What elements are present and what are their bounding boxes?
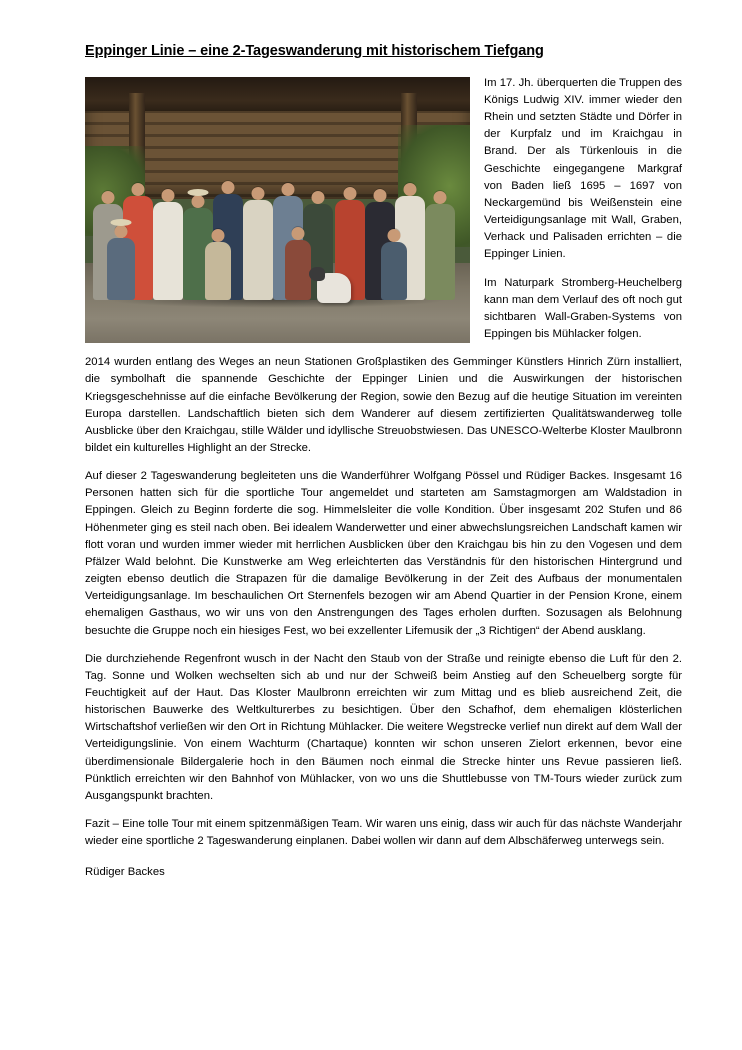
page-title: Eppinger Linie – eine 2-Tageswanderung mit historischem Tiefgang [85,43,544,59]
photo-hiker-group [85,151,470,300]
paragraph-stationen: 2014 wurden entlang des Weges an neun Stationen Großplastiken des Gemminger Künstlers Hinrich Zürn installiert, die symbolhaft die spannende Geschichte der Eppinger Linien und die Auswirkungen der historischen Kriegsgeschehnisse auf die einfache Bevölkerung der Region, sowie den Bezug auf die heutige Situation im vereinten Europa darstellen. Landschaftlich bieten sich dem Wanderer auf diesem zertifizierten Qualitätswanderweg tolle Ausblicke über den Kraichgau, stille Wälder und idyllische Streuobstwiesen. Das UNESCO-Welterbe Kloster Maulbronn bildet ein kulturelles Highlight an der Strecke. [85,356,682,454]
group-photo [85,77,470,343]
paragraph-intro: Im 17. Jh. überquerten die Truppen des Königs Ludwig XIV. immer wieder den Rhein und setzten Städte und Dörfer in der Kurpfalz und im Kraichgau in Brand. Der als Türkenlouis in die Geschichte eingegangene Markgraf von Baden ließ 1695 – 1697 von Neckargemünd bis Weißenstein eine Verteidigungsanlage mit Wall, Graben, Verhack und Palisaden errichten – die Eppinger Linien. [484,76,682,261]
author-signature: Rüdiger Backes [85,866,165,879]
photo-dog [317,273,351,303]
paragraph-naturpark: Im Naturpark Stromberg-Heuchelberg kann man dem Verlauf des oft noch gut sichtbaren Wall-Graben-Systems von Eppingen bis Mühlacker folgen. [484,276,682,341]
paragraph-tour-tag1: Auf dieser 2 Tageswanderung begleiteten uns die Wanderführer Wolfgang Pössel und Rüdiger Backes. Insgesamt 16 Personen hatten sich für die sportliche Tour angemeldet und starteten am Samstagmorgen am Waldstadion in Eppingen. Gleich zu Beginn forderte die sog. Himmelsleiter die volle Kondition. Über insgesamt 202 Stufen und 86 Höhenmeter ging es steil nach oben. Bei idealem Wanderwetter und einer abwechslungsreichen Landschaft kamen wir flott voran und wurden immer wieder mit herrlichen Ausblicken über den Kraichgau bis hin zu den Vogesen und dem Pfälzer Wald belohnt. Die Kunstwerke am Weg erleichterten das Verständnis für den historischen Hintergrund und zeigten ebenso deutlich die Strapazen für die damalige Bevölkerung in der Zeit des Aufbaus der monumentalen Verteidigungsanlage. Im beschaulichen Ort Sternenfels bezogen wir am Abend Quartier in der Pension Krone, einem ehemaligen Gasthaus, wo wir uns von den Anstrengungen des Tages erholen durften. Sozusagen als Belohnung besuchte die Gruppe noch ein hiesiges Fest, wo bei exzellenter Lifemusik der „3 Richtigen“ der Abend ausklang. [85,470,682,637]
paragraph-tour-tag2: Die durchziehende Regenfront wusch in der Nacht den Staub von der Straße und reinigte ebenso die Luft für den 2. Tag. Sonne und Wolken wechselten sich ab und nur der Schweiß beim Anstieg auf den Scheuelberg sorgte für Feuchtigkeit auf der Haut. Das Kloster Maulbronn erreichten wir zum Mittag und es blieb ausreichend Zeit, die historischen Bauwerke des Weltkulturerbes zu besichtigen. Über den Schafhof, dem ehemaligen klösterlichen Wirtschaftshof verließen wir den Ort in Richtung Mühlacker. Die weitere Wegstrecke verlief nun direkt auf dem Wall der Verteidigungslinie. Von einem Wachturm (Chartaque) konnten wir schon unseren Zielort erkennen, bevor eine überdimensionale Bildergalerie hoch in den Bäumen noch einmal die Strecke hinter uns Revue passieren ließ. Pünktlich erreichten wir den Bahnhof von Mühlacker, von wo uns die Shuttlebusse von TM-Tours wieder zurück zum Ausgangspunkt brachten. [85,652,682,802]
paragraph-fazit: Fazit – Eine tolle Tour mit einem spitzenmäßigen Team. Wir waren uns einig, dass wir auch für das nächste Wanderjahr wieder eine sportliche 2 Tageswanderung einplanen. Dabei wollen wir dann auf dem Albschäferweg unterwegs sein. [85,818,682,848]
